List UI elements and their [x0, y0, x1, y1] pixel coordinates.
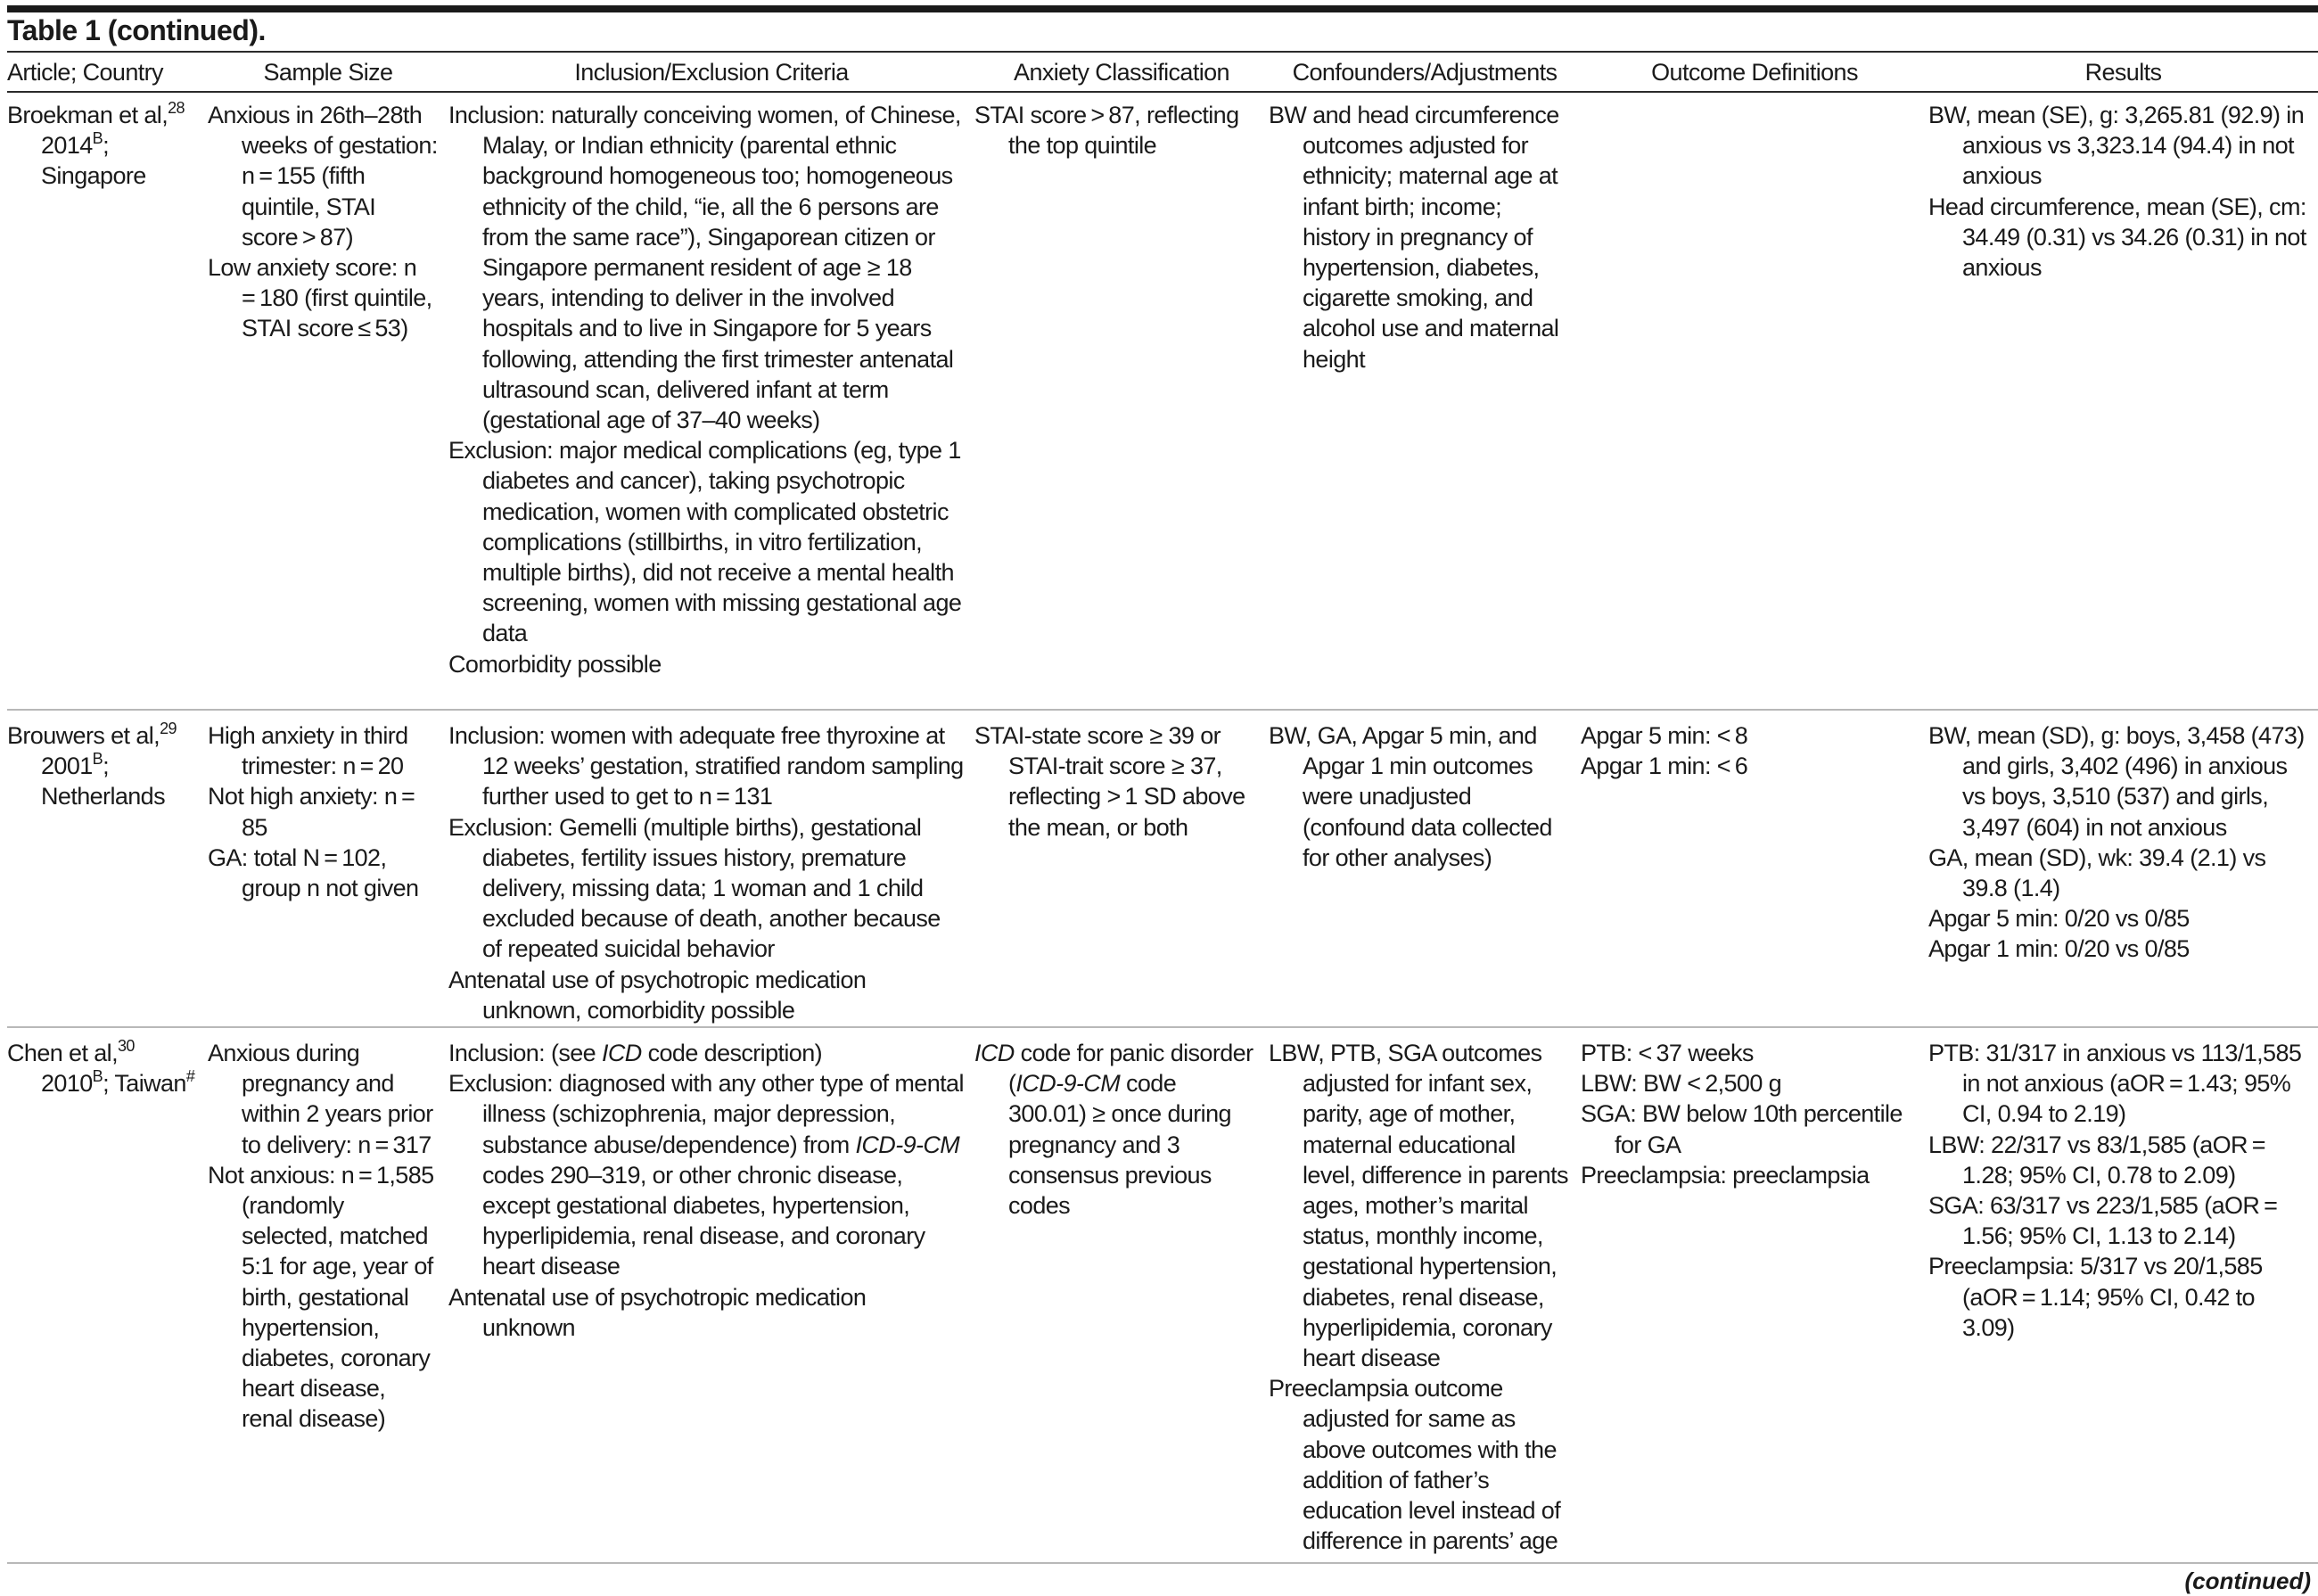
- cell-sample-size-line: Anxious during pregnancy and within 2 years prior to delivery: n = 317: [208, 1040, 433, 1158]
- cell-confounders-line: Preeclampsia outcome adjusted for same as above outcomes with the addition of father’s education level instead of difference in parents’ age: [1269, 1375, 1561, 1555]
- cell-anxiety-classification: [974, 1038, 1258, 1221]
- cell-criteria: [448, 1038, 964, 1343]
- header-bottom-rule: [7, 91, 2318, 93]
- cell-results: [1928, 720, 2307, 965]
- cell-sample-size: [208, 720, 438, 903]
- cell-anxiety-classification-line: ICD code for panic disorder (ICD-9-CM code 300.01) ≥ once during pregnancy and 3 consensus previous codes: [974, 1040, 1254, 1220]
- cell-criteria-line: Antenatal use of psychotropic medication unknown, comorbidity possible: [448, 966, 867, 1024]
- table-row: [7, 100, 2318, 706]
- cell-outcome-definitions: [1581, 1038, 1918, 1190]
- cell-criteria: [448, 100, 964, 679]
- cell-results-line: PTB: 31/317 in anxious vs 113/1,585 in not anxious (aOR = 1.43; 95% CI, 0.94 to 2.19): [1928, 1040, 2302, 1128]
- column-header-sample-size: Sample Size: [263, 59, 393, 86]
- cell-criteria: [448, 720, 964, 1025]
- table-row: [7, 1038, 2318, 1559]
- cell-sample-size-line: Not high anxiety: n = 85: [208, 783, 420, 841]
- cell-confounders-line: BW and head circumference outcomes adjusted for ethnicity; maternal age at infant birth; income; history in pregnancy of hypertension, diabetes, cigarette smoking, and alcohol use and maternal height: [1269, 102, 1559, 373]
- column-header-criteria: Inclusion/Exclusion Criteria: [574, 59, 849, 86]
- cell-criteria-line: Exclusion: major medical complications (eg, type 1 diabetes and cancer), taking psychotropic medication, women with complicated obstetric complications (stillbirths, in vitro fertilization, multiple births), did not receive a mental health screening, women with missing gestational age data: [448, 437, 962, 647]
- cell-results-line: LBW: 22/317 vs 83/1,585 (aOR = 1.28; 95% CI, 0.78 to 2.09): [1928, 1131, 2270, 1189]
- cell-sample-size-line: Anxious in 26th–28th weeks of gestation: n = 155 (fifth quintile, STAI score > 87): [208, 102, 438, 251]
- cell-results-line: Apgar 1 min: 0/20 vs 0/85: [1928, 935, 2190, 963]
- cell-outcome-definitions: [1581, 720, 1918, 781]
- cell-anxiety-classification: [974, 720, 1258, 843]
- cell-results-line: Head circumference, mean (SE), cm: 34.49 (0.31) vs 34.26 (0.31) in not anxious: [1928, 193, 2306, 282]
- cell-anxiety-classification-line: STAI-state score ≥ 39 or STAI-trait score ≥ 37, reflecting > 1 SD above the mean, or both: [974, 722, 1245, 841]
- column-header-article: Article; Country: [7, 59, 163, 86]
- column-header-outcome-definitions: Outcome Definitions: [1651, 59, 1858, 86]
- cell-criteria-line: Inclusion: (see ICD code description): [448, 1040, 823, 1066]
- continued-note: (continued): [2184, 1567, 2311, 1594]
- cell-confounders: [1269, 1038, 1570, 1556]
- cell-anxiety-classification-line: STAI score > 87, reflecting the top quintile: [974, 102, 1239, 160]
- article-citation: Brouwers et al,$^{29}$ $2001^B$; Netherlands: [7, 720, 177, 810]
- cell-outcome-definitions-line: Preeclampsia: preeclampsia: [1581, 1161, 1870, 1189]
- header-top-rule: [7, 51, 2318, 53]
- cell-results-line: BW, mean (SE), g: 3,265.81 (92.9) in anxious vs 3,323.14 (94.4) in not anxious: [1928, 102, 2305, 190]
- cell-confounders-line: BW, GA, Apgar 5 min, and Apgar 1 min outcomes were unadjusted (confound data collected for other analyses): [1269, 722, 1552, 871]
- cell-sample-size-line: Not anxious: n = 1,585 (randomly selected, matched 5:1 for age, year of birth, gestational hypertension, diabetes, coronary heart disease, renal disease): [208, 1161, 434, 1433]
- cell-sample-size: [208, 1038, 438, 1435]
- cell-outcome-definitions-line: PTB: < 37 weeks: [1581, 1040, 1754, 1066]
- cell-criteria-line: Inclusion: naturally conceiving women, of Chinese, Malay, or Indian ethnicity (parental ethnic background homogeneous too; homogeneous ethnicity of the child, “ie, all the 6 persons are from the same race”), Singaporean citizen or Singapore permanent resident of age ≥ 18 years, intending to deliver in the involved hospitals and to live in Singapore for 5 years following, attending the first trimester antenatal ultrasound scan, delivered infant at term (gestational age of 37–40 weeks): [448, 102, 961, 434]
- cell-sample-size-line: High anxiety in third trimester: n = 20: [208, 722, 408, 780]
- table-bottom-rule: [7, 1562, 2318, 1564]
- cell-results-line: SGA: 63/317 vs 223/1,585 (aOR = 1.56; 95% CI, 1.13 to 2.14): [1928, 1192, 2282, 1250]
- table-row: [7, 720, 2318, 1024]
- cell-article: [7, 100, 197, 192]
- article-citation: Chen et al,$^{30}$ $2010^B$; Taiwan#: [7, 1037, 195, 1098]
- table-header: [7, 53, 2318, 91]
- row-divider: [7, 709, 2318, 711]
- cell-outcome-definitions-line: SGA: BW below 10th percentile for GA: [1581, 1100, 1903, 1158]
- cell-results: [1928, 100, 2307, 283]
- row-divider: [7, 1026, 2318, 1028]
- article-citation: Broekman et al,$^{28}$ $2014^B$; Singapore: [7, 99, 185, 190]
- cell-outcome-definitions-line: LBW: BW < 2,500 g: [1581, 1070, 1782, 1098]
- cell-sample-size-line: GA: total N = 102, group n not given: [208, 843, 419, 902]
- column-header-confounders: Confounders/Adjustments: [1292, 59, 1558, 86]
- cell-results-line: BW, mean (SD), g: boys, 3,458 (473) and girls, 3,402 (496) in anxious vs boys, 3,510 (537) and girls, 3,497 (604) in not anxious: [1928, 722, 2305, 841]
- cell-article: [7, 1038, 197, 1098]
- cell-criteria-line: Exclusion: diagnosed with any other type of mental illness (schizophrenia, major depression, substance abuse/dependence) from ICD-9-CM codes 290–319, or other chronic disease, except gestational diabetes, hypertension, hyperlipidemia, renal disease, and coronary heart disease: [448, 1070, 964, 1280]
- cell-criteria-line: Comorbidity possible: [448, 650, 662, 678]
- cell-article: [7, 720, 197, 812]
- table-title: Table 1 (continued).: [7, 14, 266, 46]
- cell-criteria-line: Exclusion: Gemelli (multiple births), gestational diabetes, fertility issues history, premature delivery, missing data; 1 woman and 1 child excluded because of death, another because of repeated suicidal behavior: [448, 813, 941, 963]
- cell-anxiety-classification: [974, 100, 1258, 160]
- cell-sample-size: [208, 100, 438, 344]
- cell-outcome-definitions-line: Apgar 5 min: < 8: [1581, 722, 1748, 749]
- top-rule: [7, 5, 2318, 12]
- cell-confounders: [1269, 100, 1570, 374]
- cell-criteria-line: Inclusion: women with adequate free thyroxine at 12 weeks’ gestation, stratified random sampling further used to get to n = 131: [448, 722, 964, 810]
- cell-outcome-definitions-line: Apgar 1 min: < 6: [1581, 753, 1748, 780]
- cell-results-line: Apgar 5 min: 0/20 vs 0/85: [1928, 905, 2190, 933]
- cell-confounders: [1269, 720, 1570, 873]
- cell-results: [1928, 1038, 2307, 1343]
- cell-results-line: GA, mean (SD), wk: 39.4 (2.1) vs 39.8 (1.4): [1928, 843, 2266, 902]
- cell-criteria-line: Antenatal use of psychotropic medication unknown: [448, 1283, 867, 1341]
- cell-confounders-line: LBW, PTB, SGA outcomes adjusted for infant sex, parity, age of mother, maternal educational level, difference in parents ages, mother’s marital status, monthly income, gestational hypertension, diabetes, renal disease, hyperlipidemia, coronary heart disease: [1269, 1040, 1568, 1372]
- cell-results-line: Preeclampsia: 5/317 vs 20/1,585 (aOR = 1.14; 95% CI, 0.42 to 3.09): [1928, 1253, 2263, 1341]
- column-header-results: Results: [2084, 59, 2162, 86]
- cell-sample-size-line: Low anxiety score: n = 180 (first quintile, STAI score ≤ 53): [208, 254, 432, 342]
- column-header-anxiety-classification: Anxiety Classification: [1014, 59, 1229, 86]
